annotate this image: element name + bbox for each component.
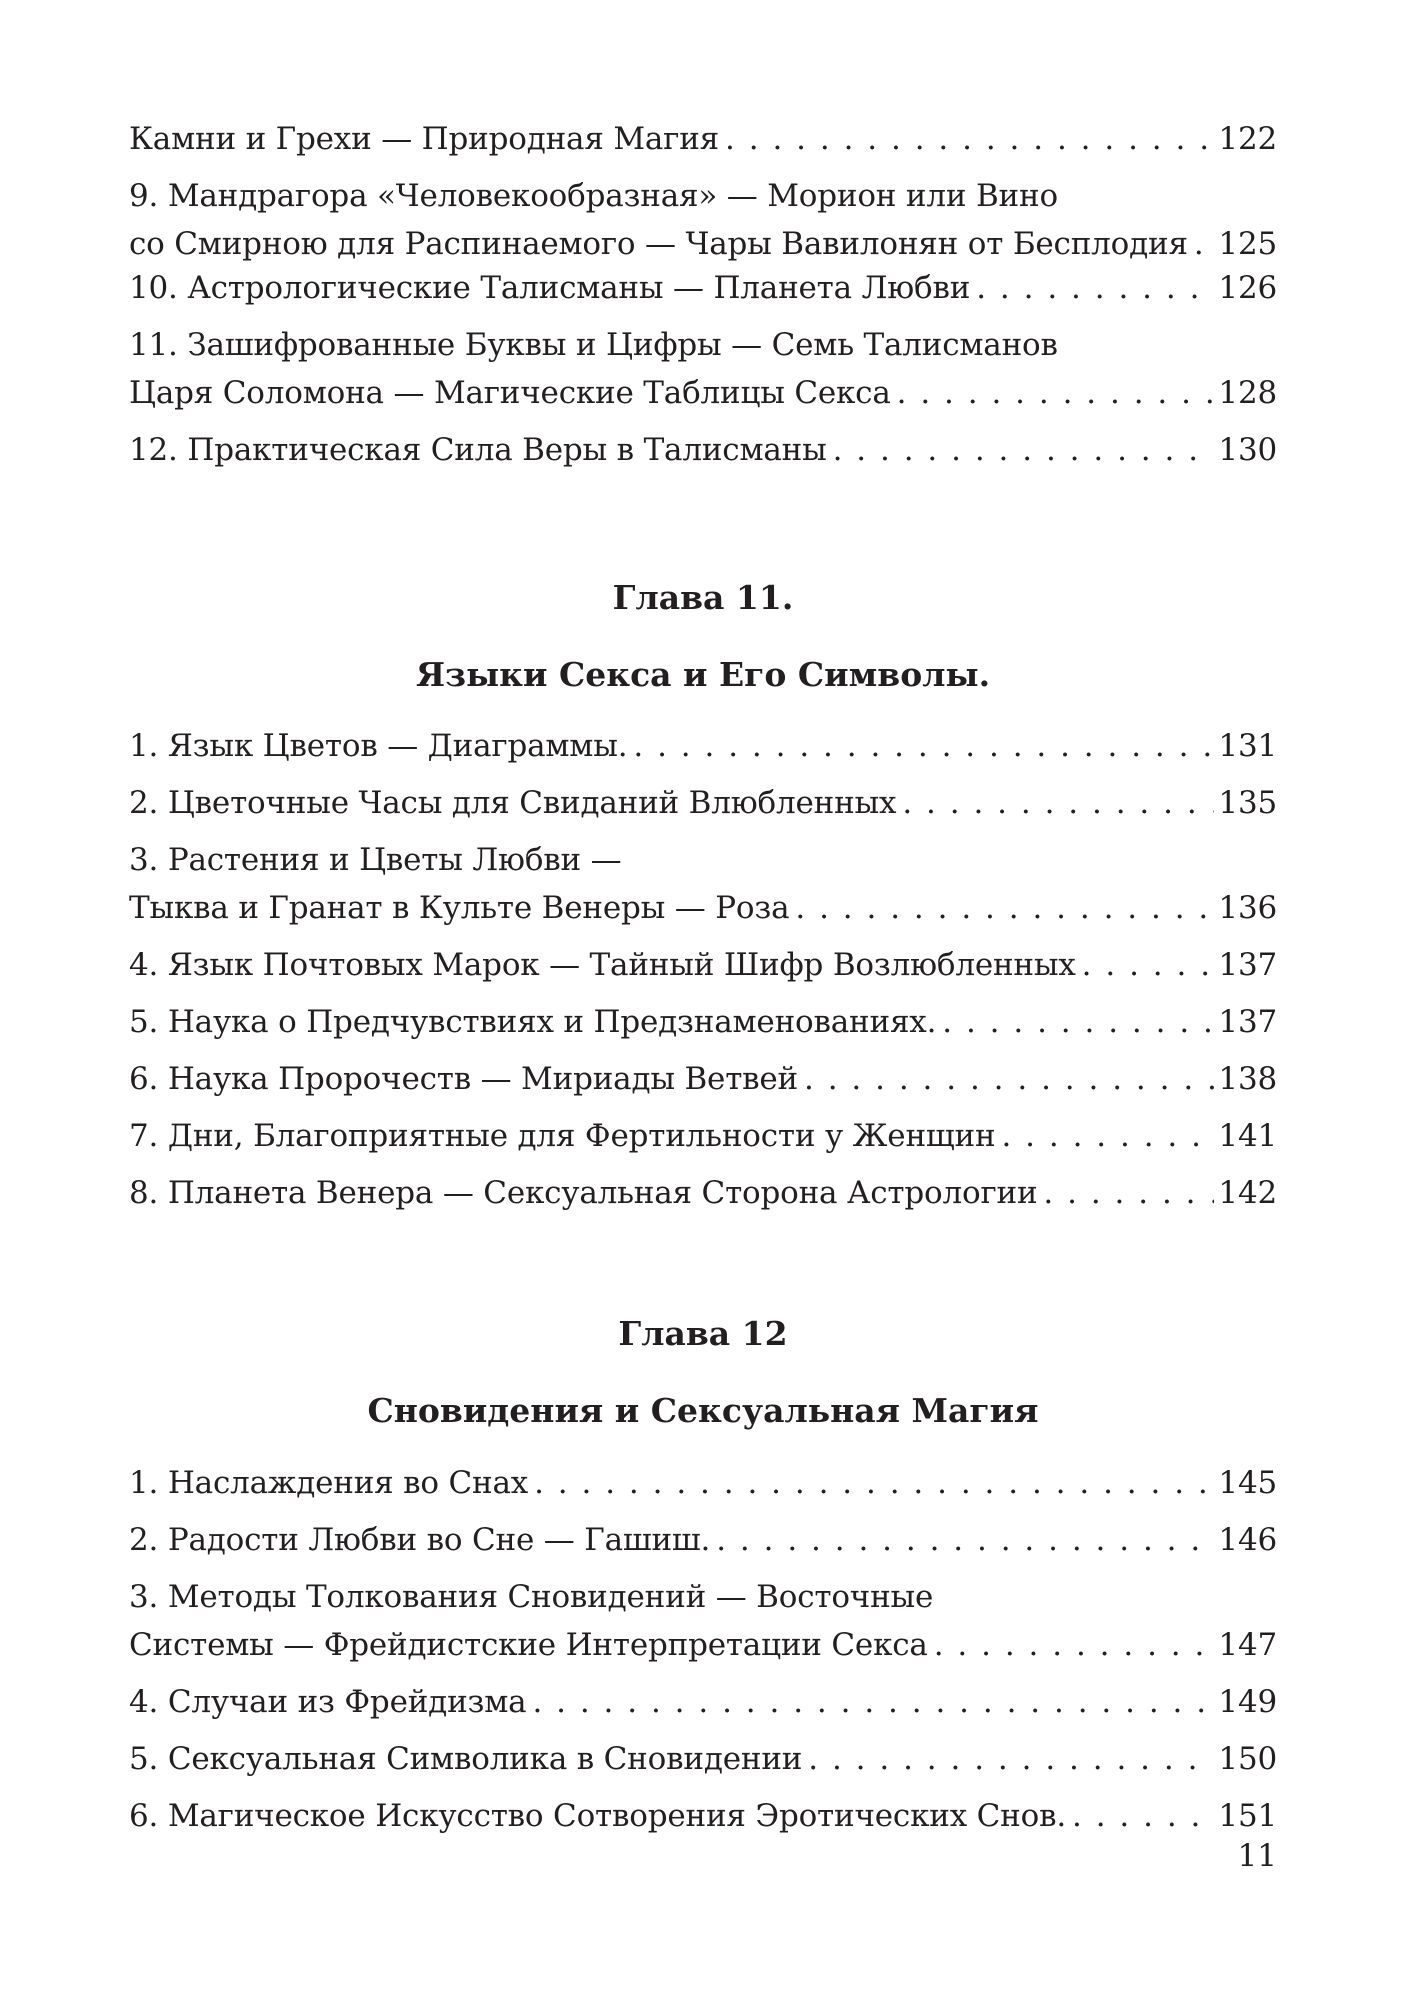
leader-dots	[804, 1055, 1214, 1103]
chapter-12-title: Сновидения и Сексуальная Магия	[367, 1391, 1039, 1430]
toc-entry-title: Тыква и Гранат в Культе Венеры — Роза	[129, 890, 790, 926]
toc-entry	[129, 1678, 1277, 1726]
leader-dots	[633, 722, 1214, 770]
toc-page-number: 151	[1218, 1798, 1277, 1834]
toc-entry-title: 9. Мандрагора «Человекообразная» — Морион или Вино	[129, 178, 1058, 214]
toc-entry	[129, 998, 1277, 1046]
toc-entry	[129, 779, 1277, 827]
toc-page-number: 147	[1218, 1627, 1277, 1663]
toc-entry	[129, 321, 1277, 417]
toc-entry-title: 2. Цветочные Часы для Свиданий Влюбленных	[129, 785, 897, 821]
leader-dots	[976, 264, 1214, 312]
toc-page-number: 146	[1218, 1522, 1277, 1558]
toc-entry-title: 3. Растения и Цветы Любви —	[129, 842, 622, 878]
toc-entry-title: 10. Астрологические Талисманы — Планета Любви	[129, 270, 971, 306]
toc-section-top	[129, 115, 1277, 474]
toc-entry-title: 4. Случаи из Фрейдизма	[129, 1684, 527, 1720]
toc-entry	[129, 264, 1277, 312]
toc-entry-title: 5. Наука о Предчувствиях и Предзнаменованиях.	[129, 1004, 937, 1040]
leader-dots	[808, 1735, 1214, 1783]
toc-entry-title: 5. Сексуальная Символика в Сновидении	[129, 1741, 803, 1777]
toc-entry	[129, 941, 1277, 989]
toc-entry	[129, 1516, 1277, 1564]
toc-page-number: 128	[1218, 375, 1277, 411]
toc-page-number: 137	[1218, 947, 1277, 983]
leader-dots	[1072, 1792, 1214, 1840]
toc-entry-title: 1. Наслаждения во Снах	[129, 1465, 529, 1501]
chapter-11-number: Глава 11.	[612, 578, 794, 617]
toc-entry	[129, 1573, 1277, 1669]
toc-entry-title: 1. Язык Цветов — Диаграммы.	[129, 728, 628, 764]
toc-entry-title: Системы — Фрейдистские Интерпретации Секса	[129, 1627, 928, 1663]
toc-page-number: 122	[1218, 121, 1277, 157]
toc-entry	[129, 172, 1277, 268]
leader-dots	[1043, 1169, 1214, 1217]
leader-dots	[1194, 220, 1215, 268]
toc-entry-title: 2. Радости Любви во Сне — Гашиш.	[129, 1522, 711, 1558]
toc-page-number: 141	[1218, 1118, 1277, 1154]
toc-entry-title: Царя Соломона — Магические Таблицы Секса	[129, 375, 891, 411]
toc-entry	[129, 426, 1277, 474]
toc-entry-title: 11. Зашифрованные Буквы и Цифры — Семь Талисманов	[129, 327, 1058, 363]
leader-dots	[942, 998, 1214, 1046]
toc-entry	[129, 722, 1277, 770]
page-number: 11	[1237, 1838, 1277, 1874]
toc-entry-title: 4. Язык Почтовых Марок — Тайный Шифр Возлюбленных	[129, 947, 1076, 983]
toc-entry-title: 12. Практическая Сила Веры в Талисманы	[129, 432, 827, 468]
leader-dots	[833, 426, 1215, 474]
toc-entry	[129, 1055, 1277, 1103]
toc-section-chapter-11	[129, 722, 1277, 1217]
toc-entry	[129, 1112, 1277, 1160]
toc-page-number: 150	[1218, 1741, 1277, 1777]
toc-entry-title: со Смирною для Распинаемого — Чары Вавилонян от Бесплодия	[129, 226, 1188, 262]
toc-entry-title: 6. Магическое Искусство Сотворения Эротических Снов.	[129, 1798, 1066, 1834]
toc-entry	[129, 115, 1277, 163]
leader-dots	[532, 1678, 1214, 1726]
toc-page-number: 145	[1218, 1465, 1277, 1501]
toc-entry-title: 3. Методы Толкования Сновидений — Восточные	[129, 1579, 934, 1615]
leader-dots	[534, 1459, 1214, 1507]
toc-page-number: 136	[1218, 890, 1277, 926]
toc-page-number: 149	[1218, 1684, 1277, 1720]
toc-page-number: 138	[1218, 1061, 1277, 1097]
leader-dots	[934, 1621, 1215, 1669]
toc-entry-title: 8. Планета Венера — Сексуальная Сторона Астрологии	[129, 1175, 1038, 1211]
chapter-11-title: Языки Секса и Его Символы.	[415, 655, 991, 694]
toc-page-number: 137	[1218, 1004, 1277, 1040]
toc-page-number: 125	[1218, 226, 1277, 262]
toc-section-chapter-12	[129, 1459, 1277, 1840]
leader-dots	[902, 779, 1214, 827]
toc-page-number: 142	[1218, 1175, 1277, 1211]
leader-dots	[716, 1516, 1214, 1564]
toc-page-number: 130	[1218, 432, 1277, 468]
toc-entry	[129, 1735, 1277, 1783]
leader-dots	[1001, 1112, 1214, 1160]
toc-entry-title: Камни и Грехи — Природная Магия	[129, 121, 720, 157]
toc-entry	[129, 836, 1277, 932]
toc-entry-title: 6. Наука Пророчеств — Мириады Ветвей	[129, 1061, 799, 1097]
leader-dots	[1082, 941, 1215, 989]
toc-entry	[129, 1169, 1277, 1217]
leader-dots	[795, 884, 1214, 932]
toc-entry	[129, 1459, 1277, 1507]
toc-page-number: 135	[1218, 785, 1277, 821]
toc-page-number: 126	[1218, 270, 1277, 306]
leader-dots	[897, 369, 1215, 417]
toc-entry-title: 7. Дни, Благоприятные для Фертильности у Женщин	[129, 1118, 996, 1154]
toc-page-number: 131	[1218, 728, 1277, 764]
chapter-12-number: Глава 12	[618, 1314, 788, 1353]
leader-dots	[725, 115, 1214, 163]
toc-entry	[129, 1792, 1277, 1840]
